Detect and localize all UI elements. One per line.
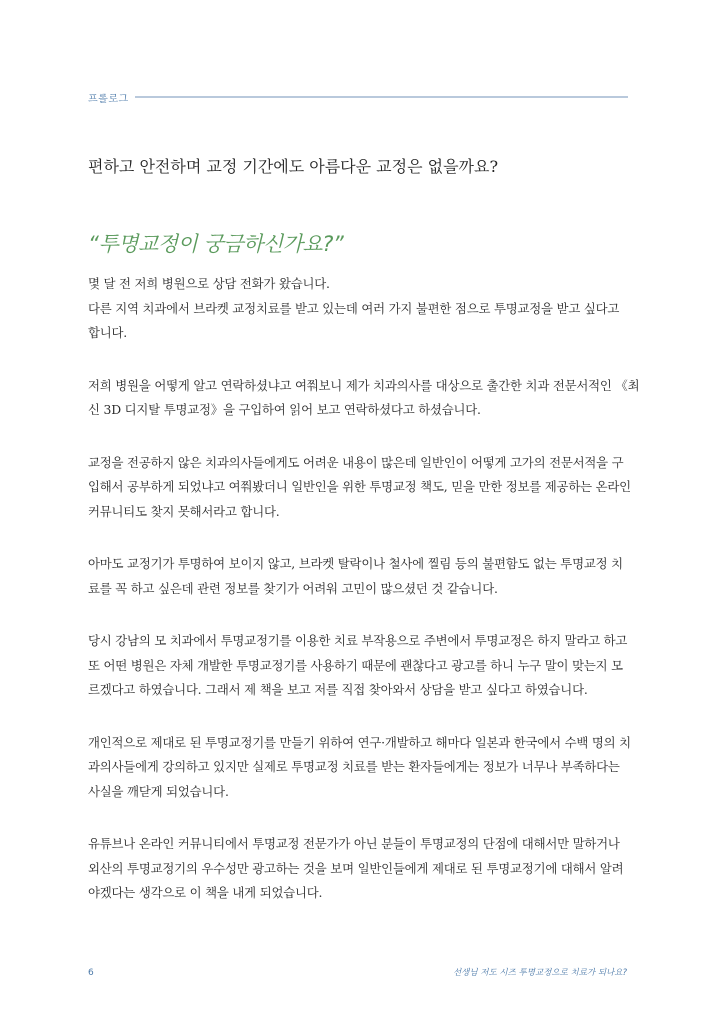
text-line: 과의사들에게 강의하고 있지만 실제로 투명교정 치료를 받는 환자들에게는 정보가 너무나 부족하다는: [88, 759, 620, 774]
paragraph: [88, 552, 629, 601]
text-line: 아마도 교정기가 투명하여 보이지 않고, 브라켓 탈락이나 철사에 찔림 등의 불편함도 없는 투명교정 치: [88, 556, 623, 571]
text-line: 료를 꼭 하고 싶은데 관련 정보를 찾기가 어려워 고민이 많으셨던 것 같습니다.: [88, 580, 498, 596]
text-line: 당시 강남의 모 치과에서 투명교정기를 이용한 치료 부작용으로 주변에서 투명교정은 하지 말라고 하고: [88, 633, 628, 648]
body-text: [88, 272, 640, 934]
paragraph: [88, 629, 629, 703]
text-line: 합니다.: [88, 325, 128, 340]
text-line: 커뮤니티도 찾지 못해서라고 합니다.: [88, 503, 280, 519]
text-line: 또 어떤 병원은 자체 개발한 투명교정기를 사용하기 때문에 괜찮다고 광고를 하니 누구 말이 맞는지 모: [88, 657, 623, 673]
text-line: 사실을 깨닫게 되었습니다.: [88, 783, 229, 799]
text-line: 외산의 투명교정기의 우수성만 광고하는 것을 보며 일반인들에게 제대로 된 투명교정기에 대해서 알려: [88, 860, 624, 876]
subtitle: “투명교정이 궁금하신가요?”: [88, 232, 344, 256]
text-line: 다른 지역 치과에서 브라켓 교정치료를 받고 있는데 여러 가지 불편한 점으로 투명교정을 받고 싶다고: [88, 300, 620, 316]
paragraph: [88, 832, 629, 906]
text-line: 야겠다는 생각으로 이 책을 내게 되었습니다.: [88, 885, 323, 900]
text-line: 몇 달 전 저희 병원으로 상담 전화가 왔습니다.: [88, 276, 330, 291]
paragraph: [88, 451, 629, 525]
text-line: 저희 병원을 어떻게 알고 연락하셨냐고 여쭤보니 제가 치과의사를 대상으로 출간한 치과 전문서적인 《최: [88, 377, 640, 393]
text-line: 르겠다고 하였습니다. 그래서 제 책을 보고 저를 직접 찾아와서 상담을 받고 싶다고 하였습니다.: [88, 682, 588, 697]
text-line: 유튜브나 온라인 커뮤니티에서 투명교정 전문가가 아닌 분들이 투명교정의 단점에 대해서만 말하거나: [88, 836, 620, 851]
text-line: 개인적으로 제대로 된 투명교정기를 만들기 위하여 연구·개발하고 해마다 일본과 한국에서 수백 명의 치: [88, 734, 631, 750]
page-number: 6: [88, 968, 94, 978]
running-title: 선생님 저도 시즈 투명교정으로 치료가 되나요?: [452, 968, 627, 978]
section-label: 프롤로그: [88, 93, 129, 105]
text-line: 입해서 공부하게 되었냐고 여쭤봤더니 일반인을 위한 투명교정 책도, 믿을 만한 정보를 제공하는 온라인: [88, 479, 631, 494]
paragraph: [88, 272, 629, 346]
text-line: 신 3D 디지탈 투명교정》을 구입하여 읽어 보고 연락하셨다고 하셨습니다.: [88, 402, 481, 417]
paragraph: [88, 731, 629, 805]
paragraph: [88, 374, 640, 423]
page-header: [88, 88, 628, 106]
headline: 편하고 안전하며 교정 기간에도 아름다운 교정은 없을까요?: [88, 157, 499, 176]
header-rule: [135, 96, 628, 98]
text-line: 교정을 전공하지 않은 치과의사들에게도 어려운 내용이 많은데 일반인이 어떻게 고가의 전문서적을 구: [88, 454, 624, 470]
